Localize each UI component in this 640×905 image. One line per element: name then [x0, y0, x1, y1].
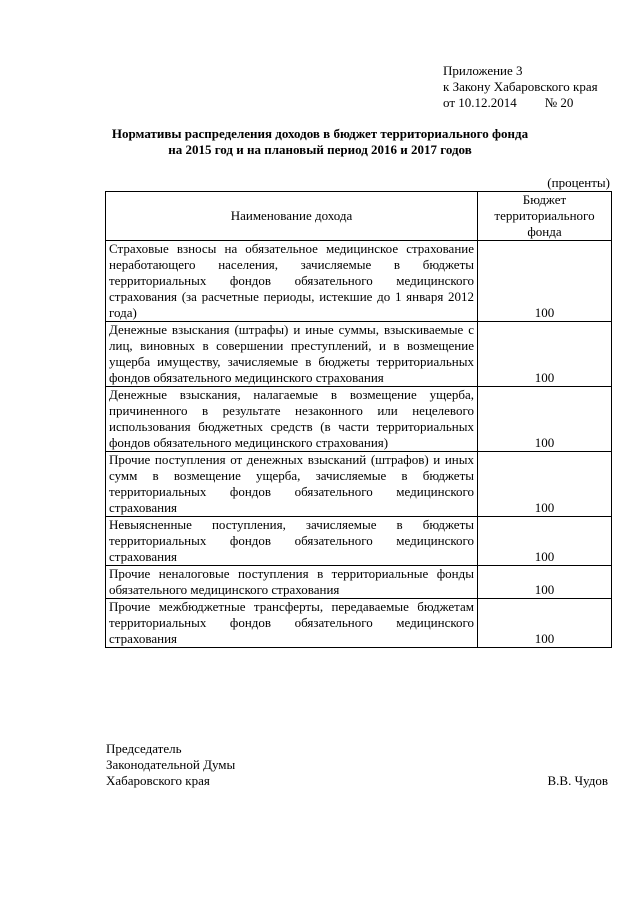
revenue-table: [105, 191, 612, 648]
appendix-label: Приложение 3: [443, 63, 523, 78]
table-row: [106, 322, 612, 387]
appendix-number: № 20: [544, 95, 574, 110]
title-line-2: на 2015 год и на плановый период 2016 и 2017 годов: [168, 142, 472, 157]
signer-name: В.В. Чудов: [547, 773, 608, 788]
table-row: [106, 566, 612, 599]
revenue-percent: 100: [478, 241, 612, 322]
table-row: [106, 517, 612, 566]
appendix-header: [443, 63, 633, 111]
column-header-budget: Бюджет территориального фонда: [478, 192, 612, 241]
revenue-name: Страховые взносы на обязательное медицинское страхование неработающего населения, зачисляемые в бюджеты территориальных фондов обязательного медицинского страхования (за расчетные периоды, истекшие до 1 января 2012 года): [106, 241, 478, 322]
signature-title-line-1: Председатель: [106, 741, 182, 756]
title-line-1: Нормативы распределения доходов в бюджет территориального фонда: [111, 126, 529, 141]
revenue-percent: 100: [478, 517, 612, 566]
unit-label: (проценты): [547, 175, 610, 190]
revenue-name: Прочие поступления от денежных взысканий (штрафов) и иных сумм в возмещение ущерба, зачисляемые в бюджеты территориальных фондов обязательного медицинского страхования: [106, 452, 478, 517]
document-title: [0, 126, 640, 158]
table-row: [106, 387, 612, 452]
revenue-percent: 100: [478, 452, 612, 517]
table-row: [106, 599, 612, 648]
revenue-percent: 100: [478, 322, 612, 387]
column-header-name: Наименование дохода: [106, 192, 478, 241]
table-header-row: [106, 192, 612, 241]
revenue-name: Невыясненные поступления, зачисляемые в бюджеты территориальных фондов обязательного медицинского страхования: [106, 517, 478, 566]
revenue-percent: 100: [478, 599, 612, 648]
table-row: [106, 452, 612, 517]
revenue-percent: 100: [478, 566, 612, 599]
revenue-name: Прочие неналоговые поступления в территориальные фонды обязательного медицинского страхования: [106, 566, 478, 599]
table-row: [106, 241, 612, 322]
appendix-law-reference: к Закону Хабаровского края: [443, 79, 598, 94]
revenue-name: Денежные взыскания, налагаемые в возмещение ущерба, причиненного в результате незаконного или нецелевого использования бюджетных средств (в части территориальных фондов обязательного медицинского страхования): [106, 387, 478, 452]
signature-title-line-3: Хабаровского края: [106, 773, 210, 788]
revenue-name: Денежные взыскания (штрафы) и иные суммы, взыскиваемые с лиц, виновных в совершении преступлений, и в возмещение ущерба имуществу, зачисляемые в бюджеты территориальных фондов обязательного медицинского страхования: [106, 322, 478, 387]
appendix-date-row: [443, 95, 633, 111]
signature-title-line-2: Законодательной Думы: [106, 757, 236, 772]
signature-block: [106, 741, 235, 789]
revenue-name: Прочие межбюджетные трансферты, передаваемые бюджетам территориальных фондов обязательного медицинского страхования: [106, 599, 478, 648]
appendix-date: от 10.12.2014: [443, 95, 517, 110]
revenue-percent: 100: [478, 387, 612, 452]
